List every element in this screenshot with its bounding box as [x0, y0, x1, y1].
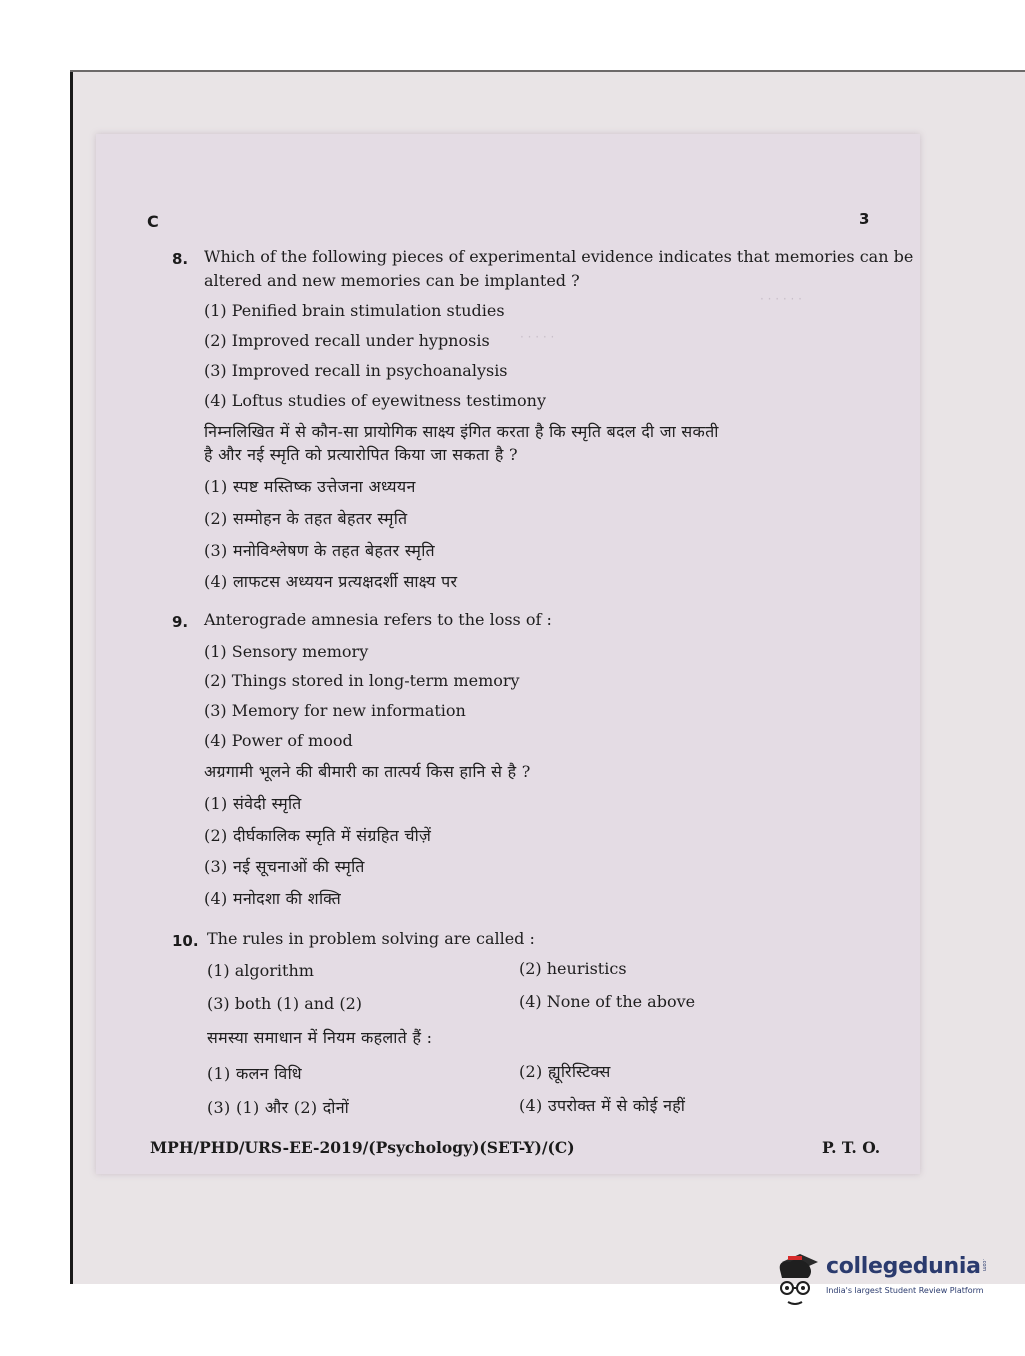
question-text-hindi: है और नई स्मृति को प्रत्यारोपित किया जा सकता है ?: [204, 445, 518, 464]
option-text: (4) Loftus studies of eyewitness testimony: [204, 391, 546, 410]
option-text: (1) algorithm: [207, 961, 314, 980]
bleed-through-text: · · · · ·: [520, 330, 555, 344]
option-text-hindi: (3) (1) और (2) दोनों: [207, 1098, 350, 1117]
option-text: (2) heuristics: [519, 959, 627, 978]
option-text-hindi: (2) ह्यूरिस्टिक्स: [519, 1062, 611, 1081]
logo-wordmark: collegedunia: [826, 1254, 981, 1279]
option-text: (4) None of the above: [519, 992, 696, 1011]
collegedunia-logo: [768, 1248, 998, 1318]
question-number: 9.: [172, 613, 189, 631]
option-text: (1) Penified brain stimulation studies: [204, 301, 505, 320]
option-text: (4) Power of mood: [204, 731, 353, 750]
page-number: 3: [859, 210, 870, 228]
question-text-hindi: अग्रगामी भूलने की बीमारी का तात्पर्य किस हानि से है ?: [204, 762, 531, 781]
option-text: (2) Improved recall under hypnosis: [204, 331, 490, 350]
logo-suffix: .com: [981, 1259, 987, 1272]
question-text-hindi: समस्या समाधान में नियम कहलाते हैं :: [207, 1028, 433, 1047]
scan-edge-left: [70, 72, 73, 1284]
option-text-hindi: (3) नई सूचनाओं की स्मृति: [204, 857, 365, 876]
set-letter: C: [147, 212, 159, 231]
please-turn-over: P. T. O.: [822, 1138, 881, 1157]
option-text-hindi: (1) स्पष्ट मस्तिष्क उत्तेजना अध्ययन: [204, 477, 416, 496]
option-text-hindi: (4) लाफटस अध्ययन प्रत्यक्षदर्शी साक्ष्य पर: [204, 572, 458, 591]
option-text-hindi: (1) संवेदी स्मृति: [204, 794, 302, 813]
mascot-icon: [768, 1248, 824, 1318]
option-text: (1) Sensory memory: [204, 642, 369, 661]
option-text: (3) Improved recall in psychoanalysis: [204, 361, 508, 380]
option-text: (3) Memory for new information: [204, 701, 466, 720]
option-text-hindi: (4) मनोदशा की शक्ति: [204, 889, 342, 908]
question-text: Anterograde amnesia refers to the loss of :: [204, 610, 552, 629]
question-text: altered and new memories can be implanted ?: [204, 271, 580, 290]
option-text: (2) Things stored in long-term memory: [204, 671, 520, 690]
option-text-hindi: (2) सम्मोहन के तहत बेहतर स्मृति: [204, 509, 408, 528]
option-text-hindi: (2) दीर्घकालिक स्मृति में संग्रहित चीज़ें: [204, 826, 432, 845]
option-text-hindi: (4) उपरोक्त में से कोई नहीं: [519, 1096, 686, 1115]
question-text-hindi: निम्नलिखित में से कौन-सा प्रायोगिक साक्ष्य इंगित करता है कि स्मृति बदल दी जा सकती: [204, 422, 719, 441]
bleed-through-text: · · · · · ·: [760, 292, 802, 306]
option-text: (3) both (1) and (2): [207, 994, 363, 1013]
exam-code: MPH/PHD/URS-EE-2019/(Psychology)(SET-Y)/(C): [150, 1138, 575, 1157]
option-text-hindi: (3) मनोविश्लेषण के तहत बेहतर स्मृति: [204, 541, 435, 560]
option-text-hindi: (1) कलन विधि: [207, 1064, 302, 1083]
logo-tagline: India's largest Student Review Platform: [826, 1286, 984, 1295]
question-text: Which of the following pieces of experimental evidence indicates that memories can be: [204, 247, 914, 266]
question-number: 8.: [172, 250, 189, 268]
question-number: 10.: [172, 932, 199, 950]
question-text: The rules in problem solving are called :: [207, 929, 535, 948]
